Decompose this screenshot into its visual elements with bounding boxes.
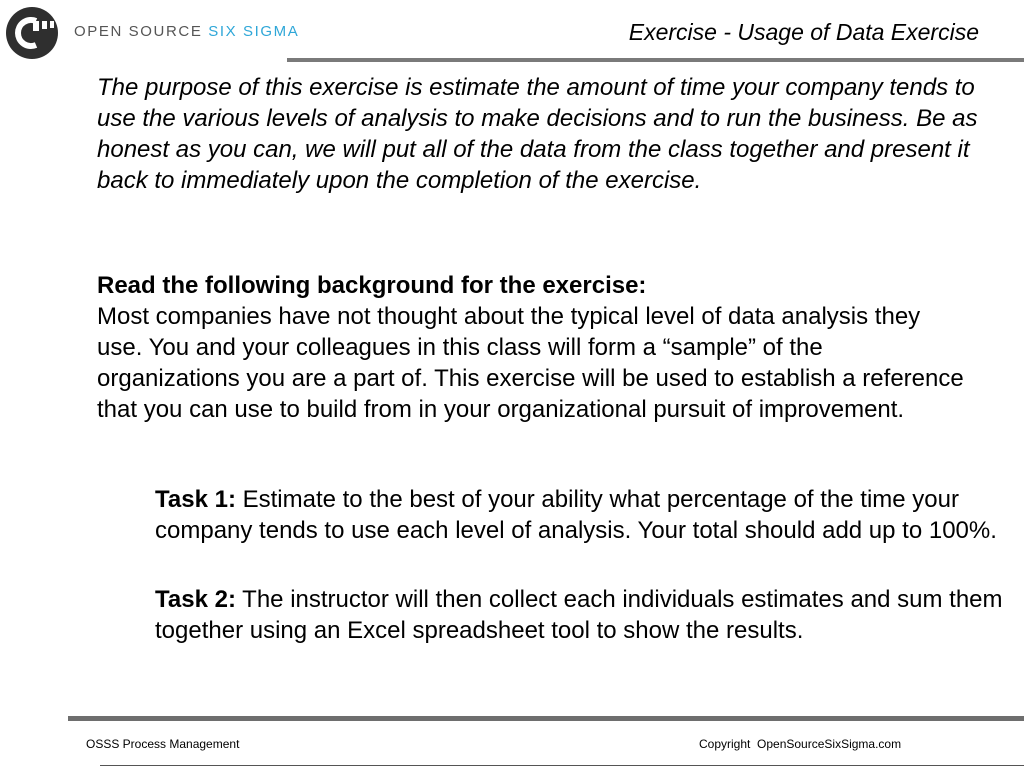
intro-paragraph: The purpose of this exercise is estimate the amount of time your company tends to use the various levels of analysis to make decisions and to run the business. Be as honest as you can, we will put all of the data from the class together and present it back to immediately upon the completion of the exercise. xyxy=(97,74,978,194)
logo-text-main: OPEN SOURCE xyxy=(74,23,209,40)
task-1-text: Estimate to the best of your ability what percentage of the time your company tends to use each level of analysis. Your total should add up to 100%. xyxy=(155,486,997,544)
task-2 xyxy=(155,584,1005,646)
page-title: Exercise - Usage of Data Exercise xyxy=(628,19,979,45)
footer-divider xyxy=(68,716,1024,721)
logo-text xyxy=(74,23,299,40)
footer-copyright: Copyright OpenSourceSixSigma.com xyxy=(699,737,902,751)
task-1 xyxy=(155,484,1005,546)
logo-mark-icon xyxy=(6,7,58,59)
background-paragraph: Most companies have not thought about the typical level of data analysis they use. You and your colleagues in this class will form a “sample” of the organizations you are a part of. This exercise will be used to establish a reference that you can use to build from in your organizational pursuit of improvement. xyxy=(97,303,964,423)
logo-text-accent: SIX SIGMA xyxy=(208,23,300,40)
task-1-label: Task 1: xyxy=(155,486,236,513)
footer-left-text: OSSS Process Management xyxy=(86,737,240,751)
task-2-text: The instructor will then collect each individuals estimates and sum them together using an Excel spreadsheet tool to show the results. xyxy=(155,586,1003,644)
task-2-label: Task 2: xyxy=(155,586,236,613)
footer-bottom-divider xyxy=(100,765,1024,766)
logo-icon xyxy=(6,7,58,59)
background-heading: Read the following background for the exercise: xyxy=(97,272,647,299)
header-divider xyxy=(287,58,1024,62)
